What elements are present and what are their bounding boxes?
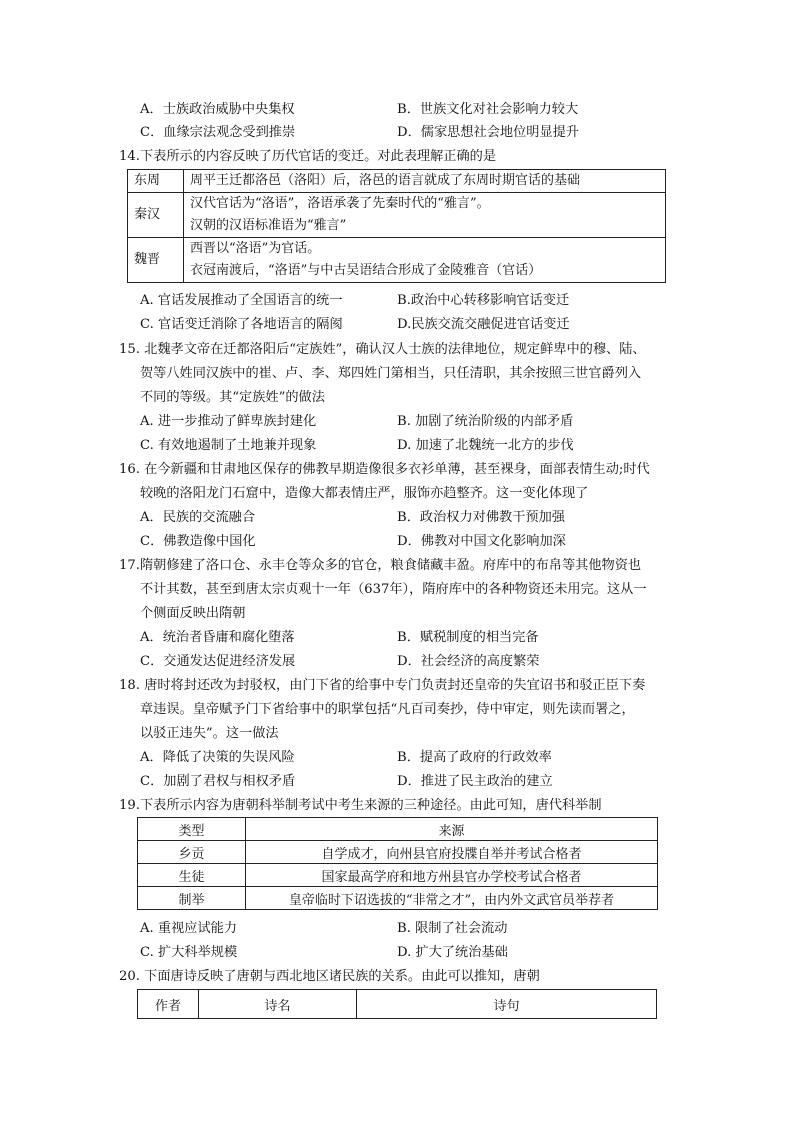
table-header-cell: 类型	[138, 818, 246, 841]
table-cell-text: 周平王迁都洛邑（洛阳）后，洛邑的语言就成了东周时期官话的基础	[190, 173, 581, 188]
table-cell: 制举	[138, 887, 246, 910]
table-cell: 皇帝临时下诏选拔的“非常之才”，由内外文武官员举荐者	[246, 887, 658, 910]
option-a: A. 进一步推动了鲜卑族封建化	[140, 414, 317, 429]
option-a: A．降低了决策的失误风险	[140, 750, 295, 765]
option-c: C. 有效地遏制了土地兼并现象	[140, 438, 317, 453]
table-row	[138, 841, 658, 864]
question-18-line: 章违误。皇帝赋予门下省给事中的职掌包括“凡百司奏抄，侍中审定，则先读而署之，	[140, 702, 635, 717]
option-d: D．佛教对中国文化影响加深	[397, 534, 566, 549]
table-row	[128, 193, 666, 238]
option-a: A. 官话发展推动了全国语言的统一	[140, 293, 343, 308]
era-cell: 魏晋	[128, 238, 184, 283]
option-b: B．赋税制度的相当完备	[397, 630, 539, 645]
table-cell-text: 衣冠南渡后，“洛语”与中古吴语结合形成了金陵雅音（官话）	[190, 263, 542, 278]
table-header-cell: 来源	[246, 818, 658, 841]
option-c: C．血缘宗法观念受到推崇	[140, 125, 296, 140]
option-a: A．民族的交流融合	[140, 510, 256, 525]
q19-table	[137, 817, 658, 910]
table-row	[138, 864, 658, 887]
option-a: A．统治者昏庸和腐化堕落	[140, 630, 295, 645]
question-16-line: 16. 在今新疆和甘肃地区保存的佛教早期造像很多衣衫单薄，甚至裸身，面部表情生动;时代	[119, 462, 650, 477]
question-17-line: 个侧面反映出隋朝	[140, 606, 246, 621]
table-row	[138, 887, 658, 910]
question-18-line: 以驳正违失”。这一做法	[140, 726, 279, 741]
option-d: D．社会经济的高度繁荣	[397, 654, 540, 669]
table-header-cell: 诗句	[357, 990, 657, 1019]
table-cell: 国家最高学府和地方州县官办学校考试合格者	[246, 864, 658, 887]
table-cell: 乡贡	[138, 841, 246, 864]
option-d: D. 加速了北魏统一北方的步伐	[397, 438, 574, 453]
question-16-line: 较晚的洛阳龙门石窟中，造像大都表情庄严，服饰亦趋整齐。这一变化体现了	[140, 486, 589, 501]
table-cell-text: 西晋以“洛语”为官话。	[190, 241, 321, 256]
era-cell: 秦汉	[128, 193, 184, 238]
option-d: D.民族交流交融促进官话变迁	[397, 317, 570, 332]
question-20-stem: 20. 下面唐诗反映了唐朝与西北地区诸民族的关系。由此可以推知，唐朝	[119, 969, 540, 984]
question-19-stem: 19.下表所示内容为唐朝科举制考试中考生来源的三种途径。由此可知，唐代科举制	[119, 798, 602, 813]
option-d: D. 扩大了统治基础	[397, 945, 508, 960]
option-c: C．交通发达促进经济发展	[140, 654, 296, 669]
table-cell-text: 汉代官话为“洛语”，洛语承袭了先秦时代的“雅言”。	[190, 196, 490, 211]
option-d: D．推进了民主政治的建立	[397, 774, 553, 789]
option-a: A．士族政治威胁中央集权	[140, 102, 295, 117]
question-17-line: 17.隋朝修建了洛口仓、永丰仓等众多的官仓，粮食储藏丰盈。府库中的布帛等其他物资也	[119, 558, 642, 573]
table-cell: 自学成才，向州县官府投牒自举并考试合格者	[246, 841, 658, 864]
option-b: B．提高了政府的行政效率	[397, 750, 552, 765]
option-c: C. 扩大科举规模	[140, 945, 238, 960]
table-header-cell: 诗名	[199, 990, 357, 1019]
table-row	[138, 990, 657, 1019]
option-b: B．政治权力对佛教干预加强	[397, 510, 565, 525]
q14-table	[127, 169, 666, 283]
question-18-line: 18. 唐时将封还改为封驳权，由门下省的给事中专门负责封还皇帝的失宜诏书和驳正臣下奏	[119, 678, 646, 693]
question-14-stem: 14.下表所示的内容反映了历代官话的变迁。对此表理解正确的是	[119, 149, 497, 164]
question-15-line: 不同的等级。其“定族姓”的做法	[140, 390, 325, 405]
option-b: B. 限制了社会流动	[397, 921, 508, 936]
option-b: B．世族文化对社会影响力较大	[397, 102, 579, 117]
table-cell-text: 汉朝的汉语标准语为“雅言”	[190, 218, 347, 233]
question-17-line: 不计其数，甚至到唐太宗贞观十一年（637年），隋府库中的各种物资还未用完。这从一	[140, 582, 647, 597]
option-b: B.政治中心转移影响官话变迁	[397, 293, 570, 308]
option-c: C．佛教造像中国化	[140, 534, 256, 549]
table-row	[128, 170, 666, 193]
option-a: A. 重视应试能力	[140, 921, 238, 936]
q20-table	[137, 989, 657, 1019]
table-header-cell: 作者	[138, 990, 199, 1019]
question-15-line: 15. 北魏孝文帝在迁都洛阳后“定族姓”，确认汉人士族的法律地位，规定鲜卑中的穆、陆、	[119, 342, 646, 357]
table-row	[128, 238, 666, 283]
table-row	[138, 818, 658, 841]
table-cell: 生徒	[138, 864, 246, 887]
era-cell: 东周	[128, 170, 184, 193]
option-d: D．儒家思想社会地位明显提升	[397, 125, 580, 140]
option-c: C. 官话变迁消除了各地语言的隔阂	[140, 317, 343, 332]
question-15-line: 贺等八姓同汉族中的崔、卢、李、郑四姓门第相当，只任清职，其余按照三世官爵列入	[140, 366, 642, 381]
option-b: B. 加剧了统治阶级的内部矛盾	[397, 414, 574, 429]
option-c: C．加剧了君权与相权矛盾	[140, 774, 296, 789]
